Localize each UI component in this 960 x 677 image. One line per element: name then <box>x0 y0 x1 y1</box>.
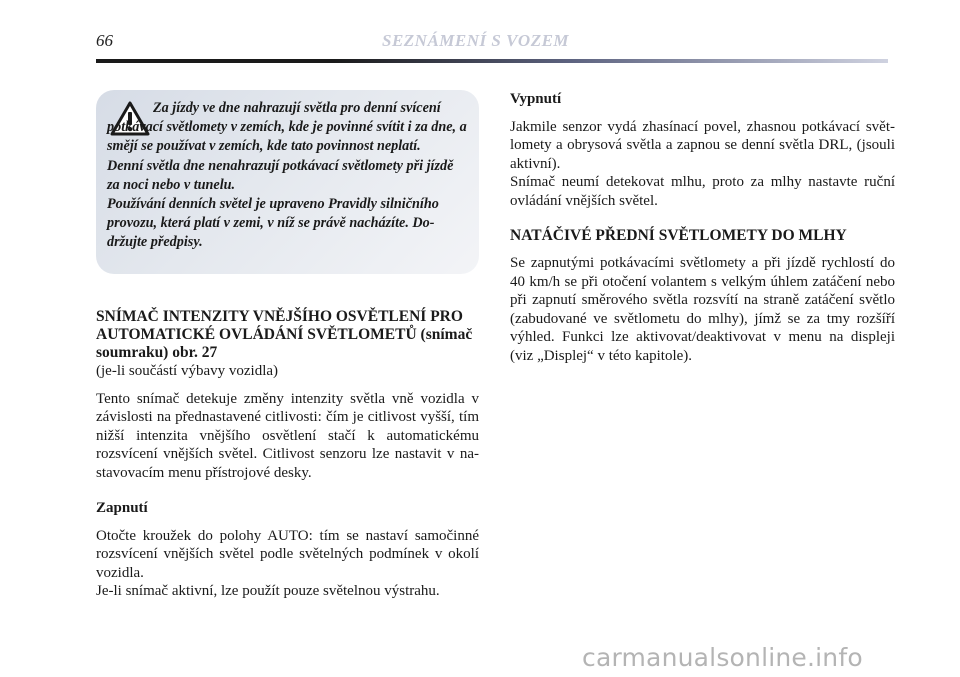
switch-off-note: Snímač neumí detekovat mlhu, proto za mlhy nastavte ruční ovládání vnějších světel. <box>510 174 895 209</box>
warning-paragraph: Denní světla dne nenahrazují potkávací světlomety při jízdě za noci nebo v tunelu. <box>107 157 454 193</box>
section-heading-suffix: (snímač soumraku) obr. 27 <box>96 326 473 361</box>
page-number: 66 <box>96 31 113 50</box>
watermark: carmanualsonline.info <box>582 643 863 672</box>
left-column <box>96 308 479 601</box>
fog-lights-description: Se zapnutými potkávacími světlomety a při jízdě rychlostí do 40 km/h se při otočení volantem s velkým úhlem zatáčení nebo při zapnutí směrového světla rozsvítí na straně zatáčení světlo (zabudované ve světlometu do mlhy), jímž se za tmy rozšíří výhled. Funkci lze aktivovat/deaktivovat v menu na displeji (viz „Displej“ v této kapitole). <box>510 255 895 364</box>
warning-paragraph: Používání denních světel je upraveno Pravidly silničního provozu, která platí v zemi, v níž se právě nacházíte. Dodržujte předpisy. <box>107 196 439 251</box>
switch-on-note: Je-li snímač aktivní, lze použít pouze světelnou výstrahu. <box>96 583 440 599</box>
chapter-title: SEZNÁMENÍ S VOZEM <box>382 31 570 50</box>
availability-note: (je-li součástí výbavy vozidla) <box>96 363 279 379</box>
sensor-description: Tento snímač detekuje změny intenzity světla vně vozidla v závislosti na přednastavené citlivosti: čím je citlivost vyšší, tím nižší intenzita vnějšího osvětlení stačí k automatickému rozsvícení vnějších světel. Citlivost senzoru lze nastavit v nastavovacím menu přístrojové desky. <box>96 390 479 481</box>
right-column <box>510 90 895 365</box>
section-heading-fog-lights: NATÁČIVÉ PŘEDNÍ SVĚTLOMETY DO MLHY <box>510 227 847 244</box>
warning-paragraph: Za jízdy ve dne nahrazují světla pro denní svícení potkávací světlomety v zemích, kde je povinné svítit i za dne, a smějí se používat v zemích, kde tato povinnost neplatí. <box>107 100 467 155</box>
switch-off-text: Jakmile senzor vydá zhasínací povel, zhasnou potkávací světlomety a obrysová světla a zapnou se denní světla DRL, (jsouli aktivní). <box>510 118 895 172</box>
section-heading-text: SNÍMAČ INTENZITY VNĚJŠÍHO OSVĚTLENÍ PRO AUTOMATICKÉ OVLÁDÁNÍ SVĚTLOMETŮ <box>96 308 463 343</box>
header-rule <box>96 59 888 63</box>
subheading-zapnuti: Zapnutí <box>96 500 148 516</box>
section-heading <box>96 308 479 362</box>
warning-text <box>107 99 467 253</box>
switch-on-text: Otočte kroužek do polohy AUTO: tím se nastaví samočinné rozsvícení vnějších světel podle světelných podmínek v okolí vozidla. <box>96 527 479 581</box>
subheading-vypnuti: Vypnutí <box>510 91 562 107</box>
